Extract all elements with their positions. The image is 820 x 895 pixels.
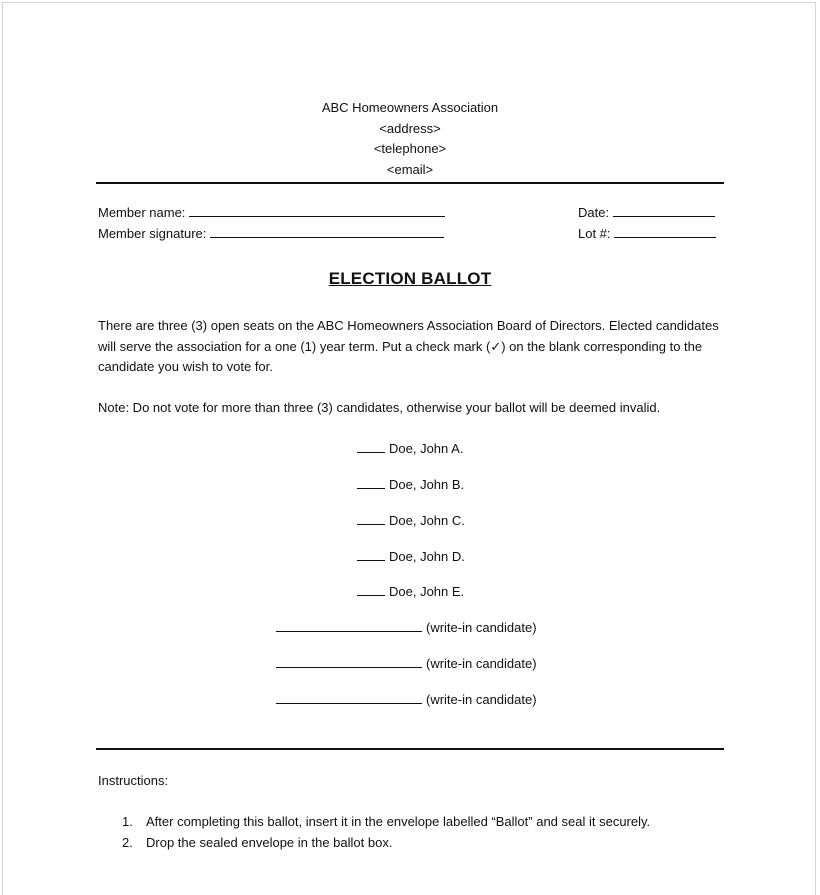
member-name-blank bbox=[189, 205, 445, 217]
candidate-row bbox=[357, 441, 463, 456]
vote-blank bbox=[357, 441, 385, 453]
list-item bbox=[122, 832, 650, 853]
lot-label: Lot #: bbox=[578, 226, 611, 241]
candidate-name: Doe, John E. bbox=[389, 584, 465, 599]
document-header bbox=[0, 98, 820, 180]
footer-divider bbox=[96, 748, 724, 750]
candidate-row bbox=[357, 513, 465, 528]
note-paragraph: Note: Do not vote for more than three (3) candidates, otherwise your ballot will be deemed invalid. bbox=[98, 400, 661, 415]
vote-blank bbox=[357, 477, 385, 489]
lot-field bbox=[578, 226, 716, 241]
date-blank bbox=[613, 205, 715, 217]
write-in-row bbox=[276, 620, 537, 635]
vote-blank bbox=[357, 513, 385, 525]
list-item bbox=[122, 811, 650, 832]
member-signature-field bbox=[98, 226, 444, 241]
date-label: Date: bbox=[578, 205, 610, 220]
org-address: <address> bbox=[379, 120, 441, 136]
candidate-name: Doe, John B. bbox=[389, 477, 465, 492]
member-name-field bbox=[98, 205, 445, 220]
list-item-text: Drop the sealed envelope in the ballot box. bbox=[146, 835, 393, 850]
candidate-name: Doe, John C. bbox=[389, 513, 465, 528]
candidate-row bbox=[357, 477, 464, 492]
candidate-row bbox=[357, 584, 464, 599]
candidate-row bbox=[357, 549, 465, 564]
vote-blank bbox=[357, 584, 385, 596]
header-divider bbox=[96, 182, 724, 184]
member-signature-blank bbox=[210, 226, 444, 238]
list-number: 1. bbox=[122, 814, 133, 829]
write-in-blank bbox=[276, 656, 422, 668]
list-item-text: After completing this ballot, insert it in the envelope labelled “Ballot” and seal it securely. bbox=[146, 814, 651, 829]
ballot-title: ELECTION BALLOT bbox=[328, 269, 492, 288]
intro-paragraph: There are three (3) open seats on the ABC Homeowners Association Board of Directors. Elected candidates will serve the association for a one (1) year term. Put a check mark (✓) on the blank corresponding to the candidate you wish to vote for. bbox=[98, 318, 719, 374]
member-signature-label: Member signature: bbox=[98, 226, 207, 241]
write-in-blank bbox=[276, 692, 422, 704]
write-in-label: (write-in candidate) bbox=[426, 656, 537, 671]
instructions-list bbox=[122, 811, 650, 853]
date-field bbox=[578, 205, 715, 220]
instructions-heading: Instructions: bbox=[98, 773, 169, 788]
org-name: ABC Homeowners Association bbox=[321, 100, 499, 115]
write-in-blank bbox=[276, 620, 422, 632]
org-telephone: <telephone> bbox=[373, 141, 447, 156]
write-in-label: (write-in candidate) bbox=[426, 692, 537, 707]
write-in-row bbox=[276, 692, 537, 707]
org-email: <email> bbox=[386, 161, 434, 177]
candidate-name: Doe, John A. bbox=[389, 441, 464, 456]
candidate-name: Doe, John D. bbox=[389, 549, 465, 564]
member-name-label: Member name: bbox=[98, 205, 186, 220]
write-in-label: (write-in candidate) bbox=[426, 620, 537, 635]
list-number: 2. bbox=[122, 835, 133, 850]
write-in-row bbox=[276, 656, 537, 671]
lot-blank bbox=[614, 226, 716, 238]
vote-blank bbox=[357, 549, 385, 561]
